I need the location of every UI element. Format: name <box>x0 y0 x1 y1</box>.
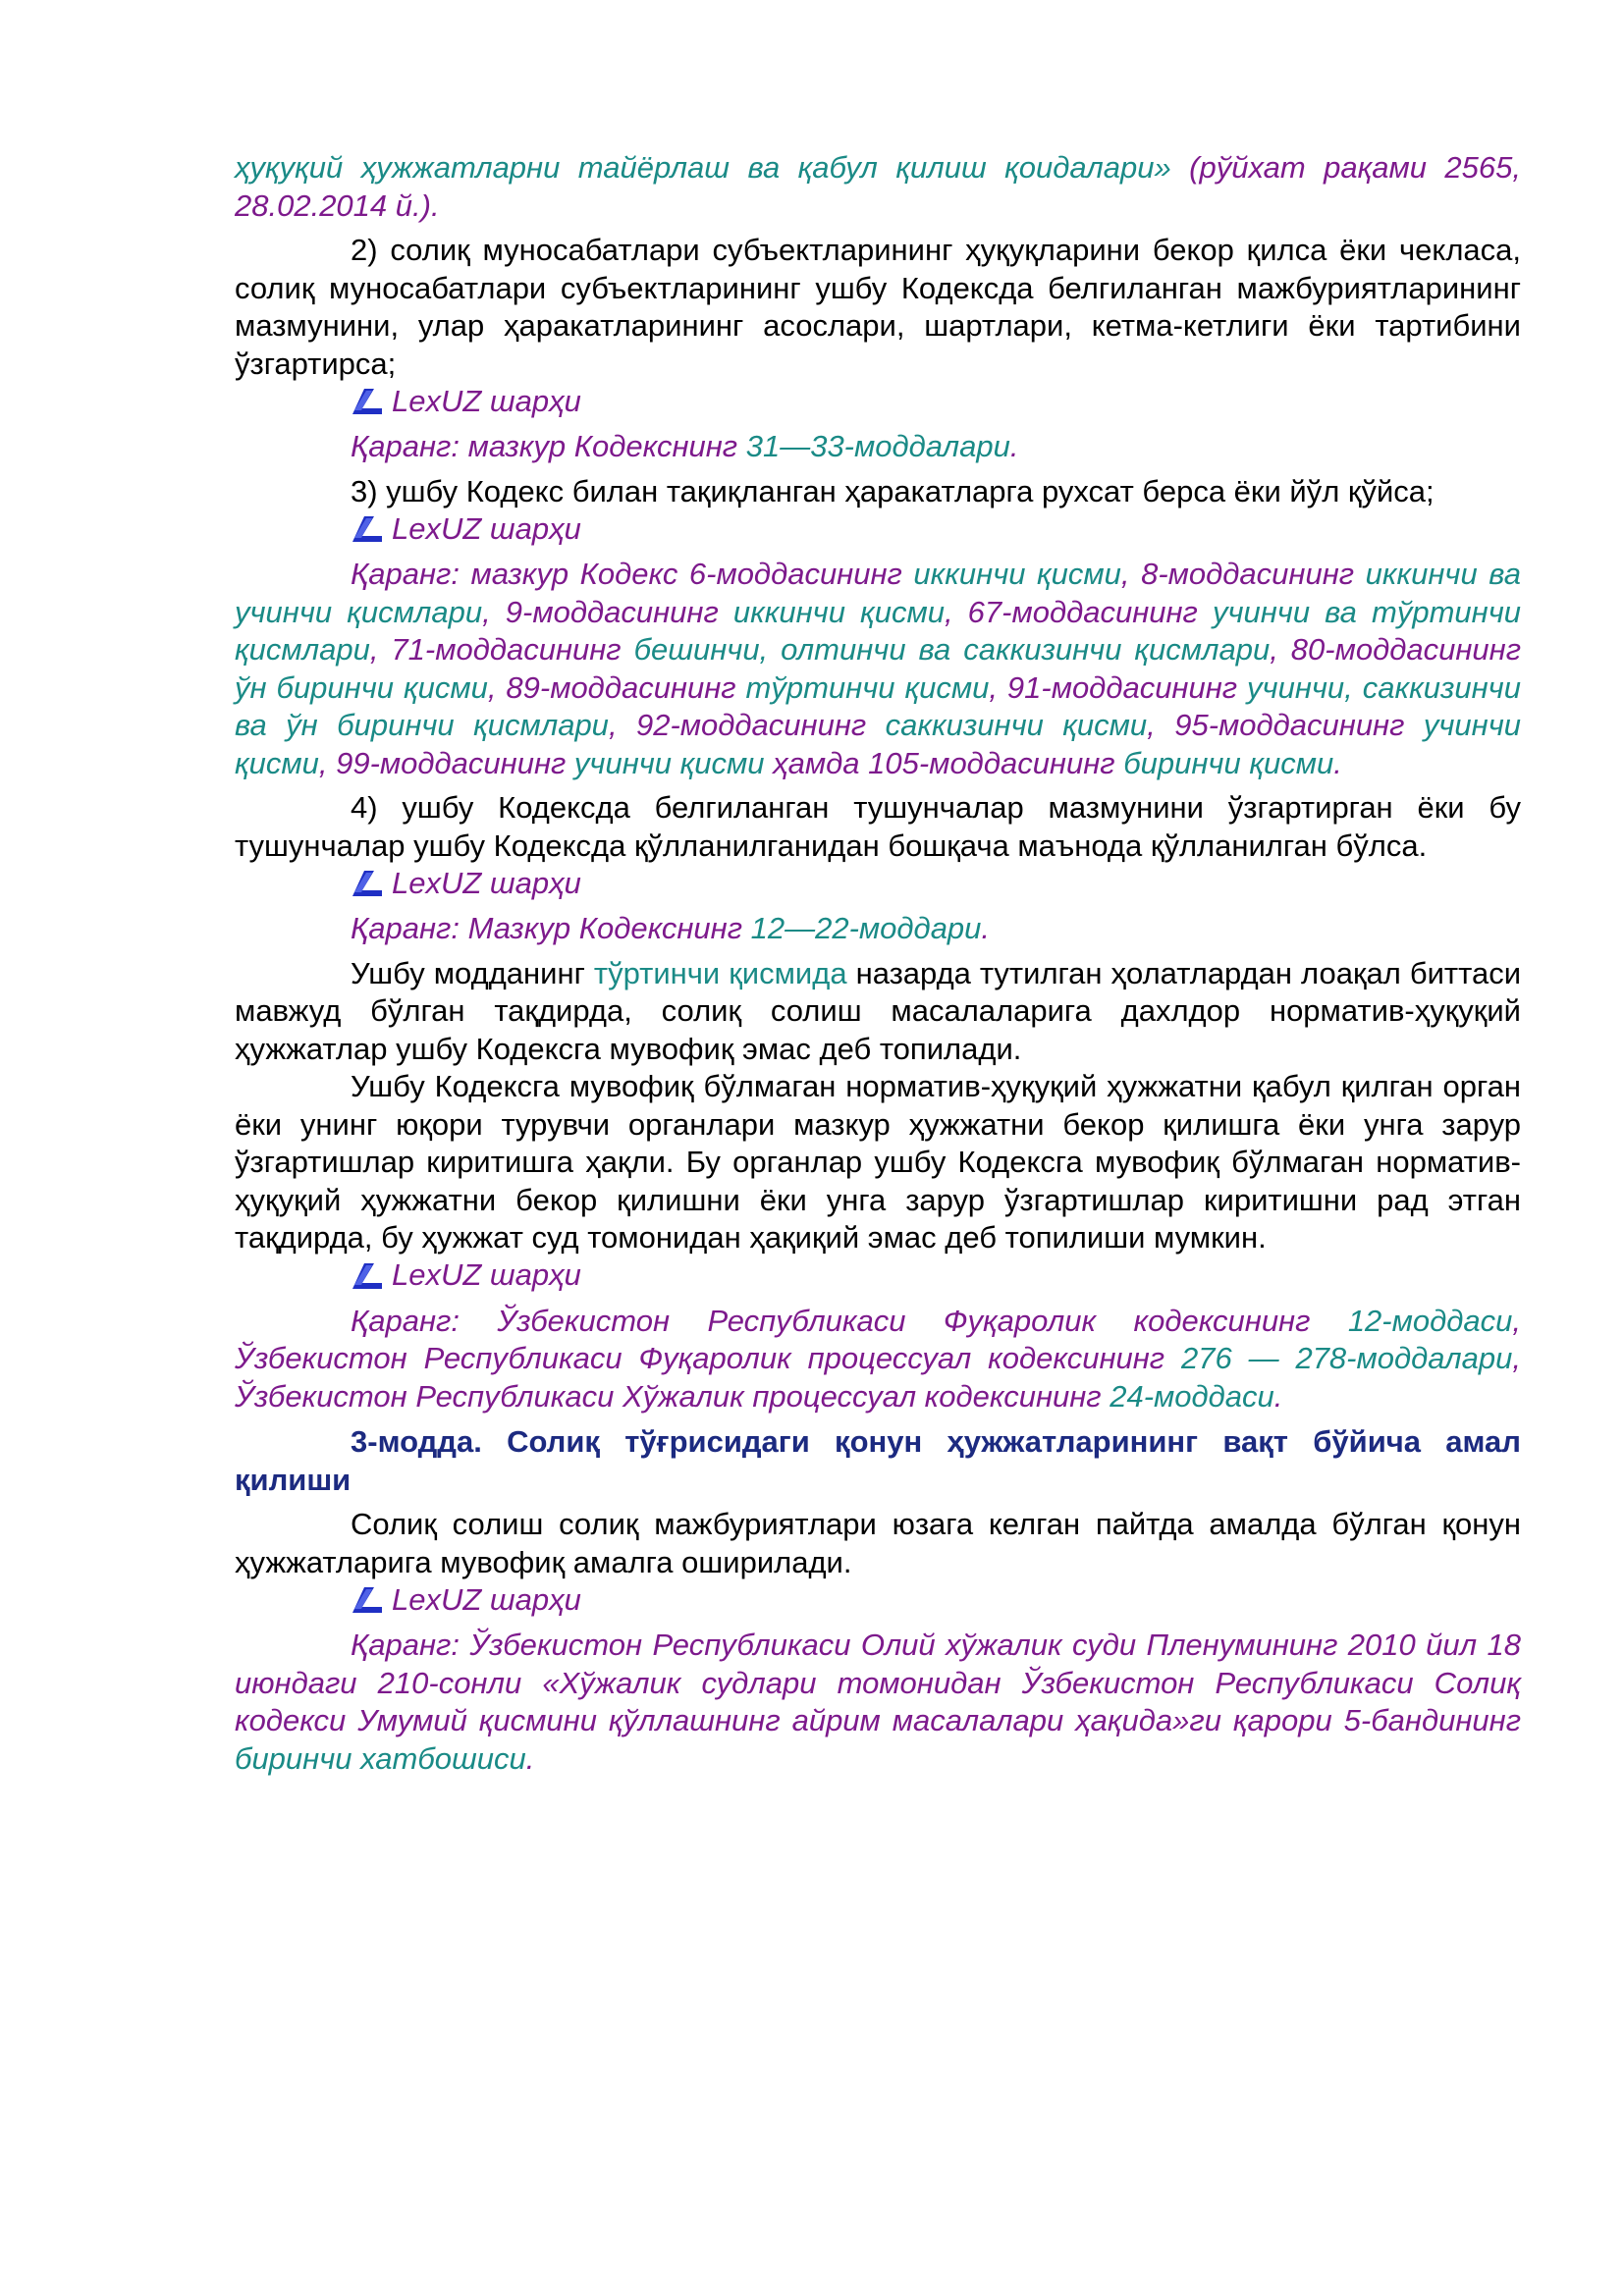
lexuz-logo-icon <box>351 869 386 898</box>
lexuz-commentary-3[interactable] <box>235 865 1521 902</box>
note-link[interactable]: учинчи ва тўртинчи қисмлари <box>235 594 1521 667</box>
note-text: , 71-моддасининг <box>369 632 634 667</box>
paragraph-7: Солиқ солиш солиқ мажбуриятлари юзага келган пайтда амалда бўлган қонун ҳужжатларига мувофиқ амалга оширилади. <box>235 1507 1521 1579</box>
note-link[interactable]: 276 — 278-моддалари <box>1180 1341 1513 1375</box>
note-link[interactable]: 12—22-моддари <box>750 911 982 945</box>
note-link[interactable]: иккинчи қисми <box>732 594 945 629</box>
note-text: , 80-моддасининг <box>1270 632 1522 667</box>
note-4 <box>235 1303 1521 1416</box>
note-text: , Ўзбекистон Республикаси Хўжалик процессуал кодексининг <box>235 1341 1521 1414</box>
note-text: , 95-моддасининг <box>1147 708 1424 742</box>
para-text: назарда тутилган ҳолатлардан лоақал биттаси мавжуд бўлган тақдирда, солиқ солиш масалаларига дахлдор норматив-ҳуқуқий ҳужжатлар ушбу Кодексга мувофиқ эмас деб топилади. <box>235 955 1522 1066</box>
note-text: , 9-моддасининг <box>482 594 733 629</box>
note-text: , 99-моддасининг <box>318 745 574 780</box>
note-1 <box>235 428 1521 466</box>
note-text: , 67-моддасининг <box>944 594 1213 629</box>
note-link[interactable]: тўртинчи қисми <box>745 669 990 705</box>
note-text: Қаранг: мазкур Кодекс 6-моддасининг <box>351 557 914 591</box>
item-4: 4) ушбу Кодексда белгиланган тушунчалар мазмунини ўзгартирган ёки бу тушунчалар ушбу Кодексда қўлланилганидан бошқача маънода қўлланилган бўлса. <box>235 790 1521 863</box>
note-text: Қаранг: мазкур Кодекснинг <box>351 429 746 463</box>
note-text: Қаранг: Мазкур Кодекснинг <box>351 911 751 945</box>
lexuz-commentary-5[interactable] <box>235 1581 1521 1619</box>
note-link[interactable]: 24-моддаси <box>1110 1378 1274 1414</box>
note-text: . <box>1333 745 1342 780</box>
intro-title-link[interactable]: ҳуқуқий ҳужжатларни тайёрлаш ва қабул қилиш қоидалари» <box>235 150 1171 185</box>
note-link[interactable]: иккинчи қисми <box>913 557 1121 591</box>
note-text: , 8-моддасининг <box>1120 557 1366 591</box>
note-2 <box>235 556 1521 782</box>
lexuz-logo-icon <box>351 514 386 544</box>
item-3: 3) ушбу Кодекс билан тақиқланган ҳаракатларга рухсат берса ёки йўл қўйса; <box>351 473 1435 508</box>
note-text: , 89-моддасининг <box>487 669 746 705</box>
article-3-heading: 3-модда. Солиқ тўғрисидаги қонун ҳужжатларининг вақт бўйича амал қилиши <box>235 1424 1521 1497</box>
note-text: , Ўзбекистон Республикаси Фуқаролик процессуал кодексининг <box>235 1303 1521 1375</box>
note-link[interactable]: ўн биринчи қисми <box>235 669 488 705</box>
note-text: . <box>1009 429 1019 463</box>
note-link[interactable]: саккизинчи қисми <box>885 708 1148 742</box>
note-text: . <box>1273 1378 1283 1414</box>
para-text: Ушбу модданинг <box>351 955 594 990</box>
note-link[interactable]: биринчи қисми <box>1123 745 1334 780</box>
note-link[interactable]: иккинчи ва учинчи қисмлари <box>235 557 1521 629</box>
note-text: Қаранг: Ўзбекистон Республикаси Олий хўжалик суди Пленумининг 2010 йил 18 июндаги 210-сонли «Хўжалик судлари томонидан Ўзбекистон Республикаси Солиқ кодекси Умумий қисмини қўллашнинг айрим масалалари ҳақида»ги қарори 5-бандининг <box>235 1628 1521 1737</box>
note-3 <box>235 910 1521 948</box>
note-link[interactable]: учинчи қисми <box>235 708 1521 780</box>
lexuz-commentary-4[interactable] <box>235 1257 1521 1295</box>
note-5 <box>235 1627 1521 1778</box>
note-link[interactable]: биринчи хатбошиси <box>235 1740 526 1776</box>
note-link[interactable]: учинчи қисми <box>573 745 765 780</box>
paragraph-5 <box>235 955 1521 1069</box>
note-link[interactable]: 31—33-моддалари <box>745 429 1010 463</box>
paragraph-6: Ушбу Кодексга мувофиқ бўлмаган норматив-ҳуқуқий ҳужжатни қабул қилган орган ёки унинг юқори турувчи органлари мазкур ҳужжатни бекор қилишга ёки унга зарур ўзгартишлар киритишга ҳақли. Бу органлар ушбу Кодексга мувофиқ бўлмаган норматив-ҳуқуқий ҳужжатни бекор қилишни ёки унга зарур ўзгартишлар киритишни рад этган тақдирда, бу ҳужжат суд томонидан ҳақиқий эмас деб топилиши мумкин. <box>235 1069 1521 1255</box>
lexuz-logo-icon <box>351 387 386 416</box>
lexuz-label: LexUZ шарҳи <box>392 1257 581 1293</box>
lexuz-commentary-1[interactable] <box>235 383 1521 420</box>
lexuz-label: LexUZ шарҳи <box>392 510 581 546</box>
note-text: ҳамда 105-моддасининг <box>764 745 1124 780</box>
lexuz-logo-icon <box>351 1585 386 1615</box>
intro-reg: (рўйхат рақами 2565, 28.02.2014 й.). <box>235 150 1521 223</box>
note-link[interactable]: бешинчи, олтинчи ва саккизинчи қисмлари <box>633 632 1271 667</box>
note-link[interactable]: 12-моддаси <box>1347 1303 1513 1338</box>
intro-paragraph <box>235 149 1521 225</box>
lexuz-logo-icon <box>351 1261 386 1291</box>
lexuz-label: LexUZ шарҳи <box>392 865 581 900</box>
item-2: 2) солиқ муносабатлари субъектларининг ҳуқуқларини бекор қилса ёки чекласа, солиқ муносабатлари субъектларининг ушбу Кодексда белгиланган мажбуриятларининг мазмунини, улар ҳаракатларининг асослари, шартлари, кетма-кетлиги ёки тартибини ўзгартирса; <box>235 233 1521 381</box>
lexuz-commentary-2[interactable] <box>235 510 1521 548</box>
lexuz-label: LexUZ шарҳи <box>392 383 581 418</box>
note-text: , 91-моддасининг <box>989 669 1248 705</box>
lexuz-label: LexUZ шарҳи <box>392 1581 581 1617</box>
para-link[interactable]: тўртинчи қисмида <box>593 955 847 990</box>
note-text: . <box>525 1740 535 1776</box>
note-text: , 92-моддасининг <box>608 708 886 742</box>
note-text: Қаранг: Ўзбекистон Республикаси Фуқаролик кодексининг <box>351 1303 1348 1338</box>
document-page <box>235 149 1521 1778</box>
note-link[interactable]: учинчи, саккизинчи ва ўн биринчи қисмлари <box>235 669 1521 742</box>
note-text: . <box>981 911 991 945</box>
